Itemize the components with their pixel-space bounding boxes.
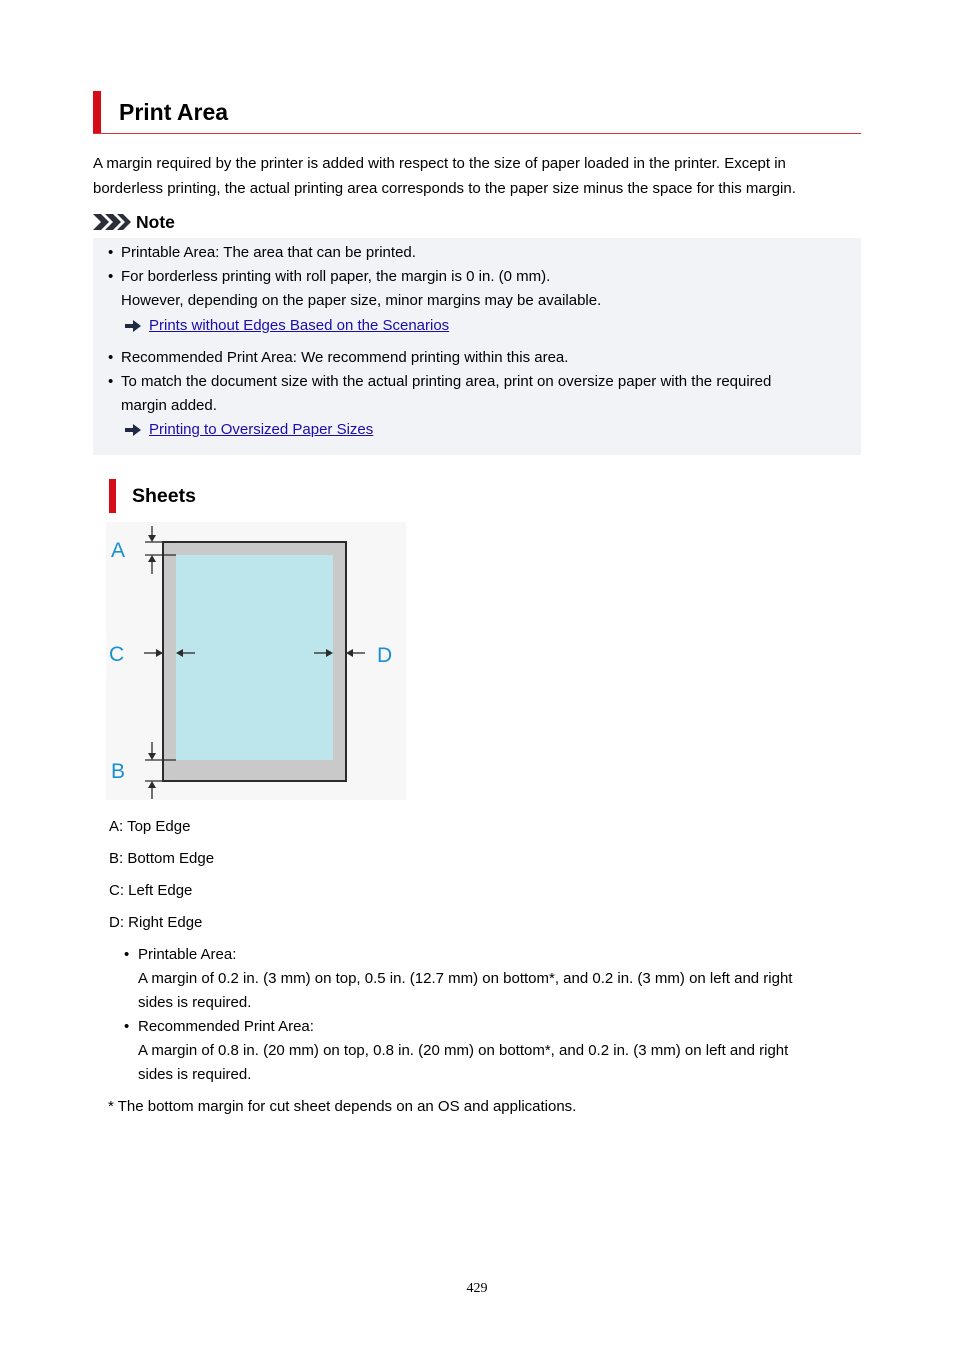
diagram-label-a: A: [111, 539, 126, 562]
diagram-label-b: B: [111, 760, 126, 783]
section-accent-bar: [109, 479, 116, 513]
diagram-label-c: C: [109, 643, 125, 666]
spec-line: A margin of 0.2 in. (3 mm) on top, 0.5 in. (12.7 mm) on bottom*, and 0.2 in. (3 mm) on left and right: [138, 970, 793, 987]
bullet: •: [124, 1018, 130, 1035]
note-link-row: [125, 316, 449, 336]
note-item: To match the document size with the actual printing area, print on oversize paper with the required: [121, 373, 772, 390]
link-oversized-paper-sizes[interactable]: Printing to Oversized Paper Sizes: [149, 421, 374, 438]
note-label: Note: [136, 211, 175, 232]
intro-line: borderless printing, the actual printing area corresponds to the paper size minus the space for this margin.: [93, 179, 796, 197]
spec-line: sides is required.: [138, 1066, 252, 1083]
bullet: •: [108, 244, 114, 261]
note-item-continuation: margin added.: [121, 397, 217, 414]
arrow-right-icon: [125, 424, 141, 436]
edge-label-right: D: Right Edge: [109, 914, 203, 931]
printable-area: [176, 555, 333, 760]
note-box: [93, 238, 861, 455]
note-item: Recommended Print Area: We recommend printing within this area.: [121, 349, 569, 366]
page-number: 429: [466, 1281, 488, 1296]
note-item: For borderless printing with roll paper, the margin is 0 in. (0 mm).: [121, 268, 551, 285]
note-heading: [93, 211, 175, 233]
page-title: Print Area: [119, 99, 229, 125]
spec-title: Printable Area:: [138, 946, 237, 963]
sheet-margin-diagram: [106, 522, 406, 800]
link-prints-without-edges[interactable]: Prints without Edges Based on the Scenarios: [149, 317, 450, 334]
footnote: * The bottom margin for cut sheet depends on an OS and applications.: [108, 1098, 577, 1115]
spec-line: sides is required.: [138, 994, 252, 1011]
intro-line: A margin required by the printer is added with respect to the size of paper loaded in the printer. Except in: [93, 155, 786, 172]
bullet: •: [108, 373, 114, 390]
bullet: •: [124, 946, 130, 963]
note-item-continuation: However, depending on the paper size, minor margins may be available.: [121, 292, 602, 309]
arrow-right-icon: [125, 320, 141, 332]
note-item: Printable Area: The area that can be printed.: [121, 244, 416, 261]
intro-paragraph: [93, 152, 863, 201]
edge-label-bottom: B: Bottom Edge: [109, 850, 215, 867]
page-title-block: [93, 91, 861, 134]
section-title: Sheets: [132, 485, 196, 507]
edge-label-left: C: Left Edge: [109, 882, 193, 899]
note-link-row: [125, 420, 373, 440]
diagram-label-d: D: [377, 644, 393, 667]
spec-line: A margin of 0.8 in. (20 mm) on top, 0.8 in. (20 mm) on bottom*, and 0.2 in. (3 mm) on left and right: [138, 1042, 789, 1059]
note-arrows-icon: [93, 214, 131, 230]
bullet: •: [108, 268, 114, 285]
title-accent-bar: [93, 91, 101, 133]
spec-title: Recommended Print Area:: [138, 1018, 314, 1035]
edge-label-top: A: Top Edge: [109, 818, 191, 835]
bullet: •: [108, 349, 114, 366]
